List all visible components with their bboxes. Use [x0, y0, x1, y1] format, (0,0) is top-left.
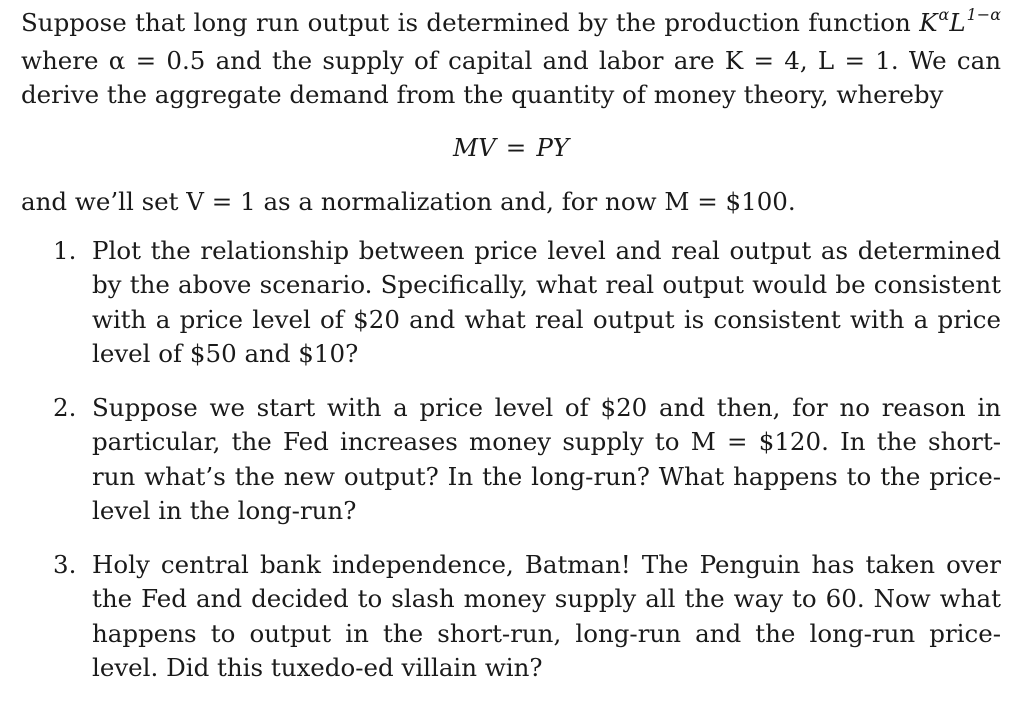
labor-exponent: 1−α	[966, 5, 1001, 24]
equation-equals: =	[505, 132, 527, 162]
question-text: Plot the relationship between price level and real output as determined by the above scenario. Specifically, what real output would be consistent with a price level of $20 and what real output is consistent with a price level of $50 and $10?	[92, 235, 1001, 368]
question-number: 2.	[53, 392, 77, 422]
intro-text-a: Suppose that long run output is determined by the production function	[21, 8, 920, 37]
labor-symbol: L	[949, 8, 966, 37]
question-item	[21, 548, 1001, 686]
question-number: 1.	[53, 235, 77, 265]
question-text: Suppose we start with a price level of $20 and then, for no reason in particular, the Fed increases money supply to M = $120. In the short-run what’s the new output? In the long-run? What happens to the price-level in the long-run?	[92, 392, 1001, 525]
question-item	[21, 391, 1001, 529]
equation-lhs: MV	[453, 132, 496, 162]
capital-exponent: α	[938, 5, 950, 24]
intro-text-b: where α = 0.5 and the supply of capital and labor are K = 4, L = 1. We can derive the aggregate demand from the quantity of money theory, whereby	[21, 45, 1001, 109]
question-text: Holy central bank independence, Batman! The Penguin has taken over the Fed and decided to slash money supply all the way to 60. Now what happens to output in the short-run, long-run and the long-run price-level. Did this tuxedo-ed villain win?	[92, 549, 1001, 682]
normalization-paragraph: and we’ll set V = 1 as a normalization and, for now M = $100.	[21, 187, 796, 216]
problem-sheet	[21, 6, 1001, 705]
capital-symbol: K	[919, 8, 938, 37]
question-list	[21, 234, 1001, 686]
intro-paragraph	[21, 6, 1001, 113]
quantity-equation	[21, 131, 1001, 166]
question-number: 3.	[53, 549, 77, 579]
equation-rhs: PY	[536, 132, 569, 162]
production-function	[919, 5, 1001, 37]
question-item	[21, 234, 1001, 372]
